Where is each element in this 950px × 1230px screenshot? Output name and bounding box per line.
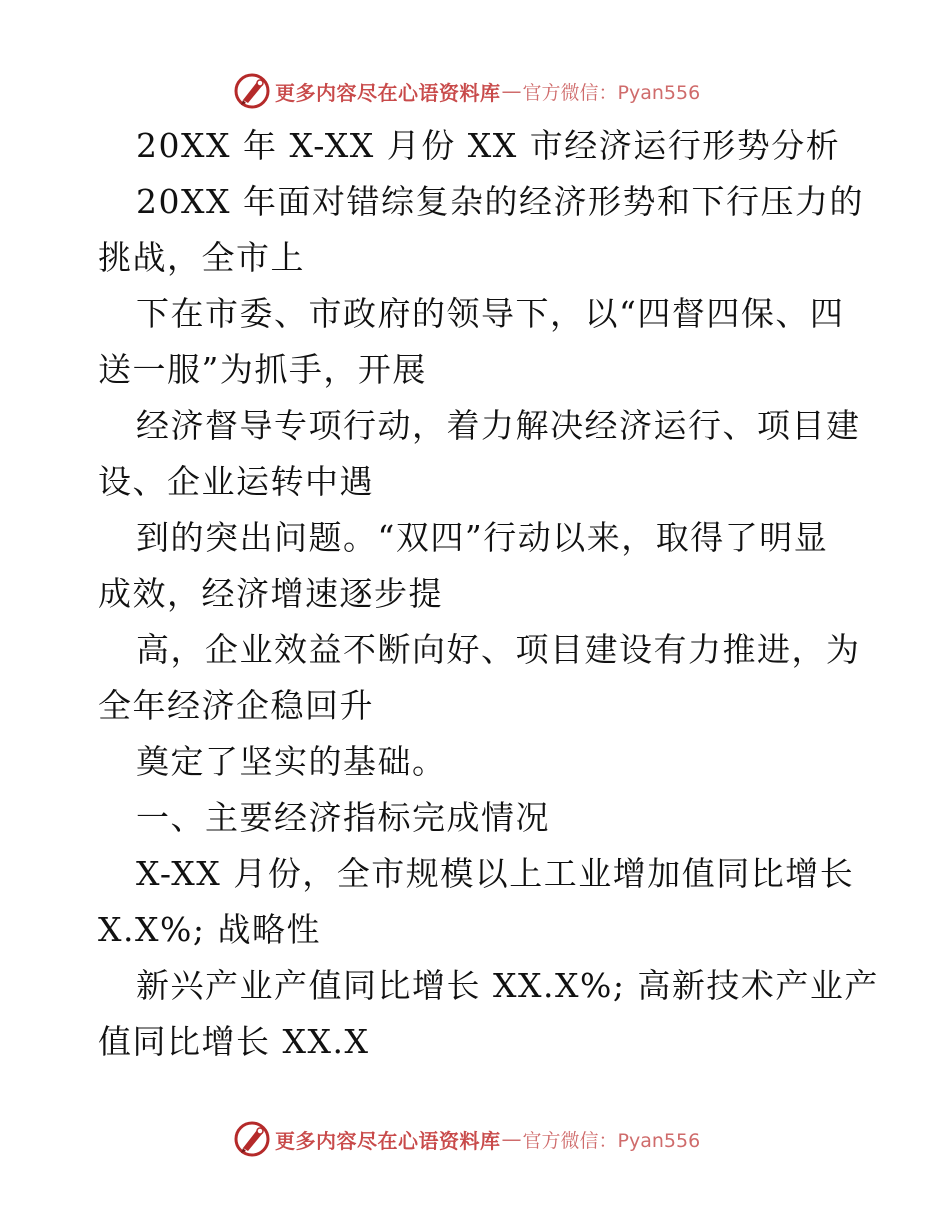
paragraph-line: 成效，经济增速逐步提 [98,574,443,613]
paragraph-line: 值同比增长 XX.X [98,1022,370,1061]
paragraph-line: 设、企业运转中遇 [98,462,374,501]
paragraph-line: 送一服”为抓手，开展 [98,350,427,389]
section-heading: 一、主要经济指标完成情况 [136,798,550,837]
paragraph-line: X.X%; 战略性 [98,910,321,949]
paragraph-line: 奠定了坚实的基础。 [136,742,447,781]
paragraph-line: 下在市委、市政府的领导下，以“四督四保、四 [136,294,845,333]
document-title: 20XX 年 X-XX 月份 XX 市经济运行形势分析 [136,126,841,165]
paragraph-line: 到的突出问题。“双四”行动以来，取得了明显 [136,518,829,557]
paragraph-line: 新兴产业产值同比增长 XX.X%; 高新技术产业产 [136,966,879,1005]
paragraph-line: 经济督导专项行动，着力解决经济运行、项目建 [136,406,861,445]
document-body [98,118,879,1070]
paragraph-line: 高，企业效益不断向好、项目建设有力推进，为 [136,630,861,669]
watermark-sub-text: 官方微信：Pyan556 [522,1129,701,1152]
watermark-main-text: 更多内容尽在心语资料库 [275,1128,501,1153]
paragraph-line: 挑战，全市上 [98,238,305,277]
pen-logo-icon [233,72,271,110]
watermark-main-text: 更多内容尽在心语资料库 [275,80,501,105]
paragraph-line: 20XX 年面对错综复杂的经济形势和下行压力的 [136,182,864,221]
footer-watermark [233,1119,700,1159]
header-watermark [233,71,700,111]
paragraph-line: 全年经济企稳回升 [98,686,374,725]
paragraph-line: X-XX 月份，全市规模以上工业增加值同比增长 [136,854,855,893]
watermark-sub-text: 官方微信：Pyan556 [522,81,701,104]
watermark-separator: — [501,1127,522,1151]
watermark-separator: — [501,79,522,103]
pen-logo-icon [233,1120,271,1158]
